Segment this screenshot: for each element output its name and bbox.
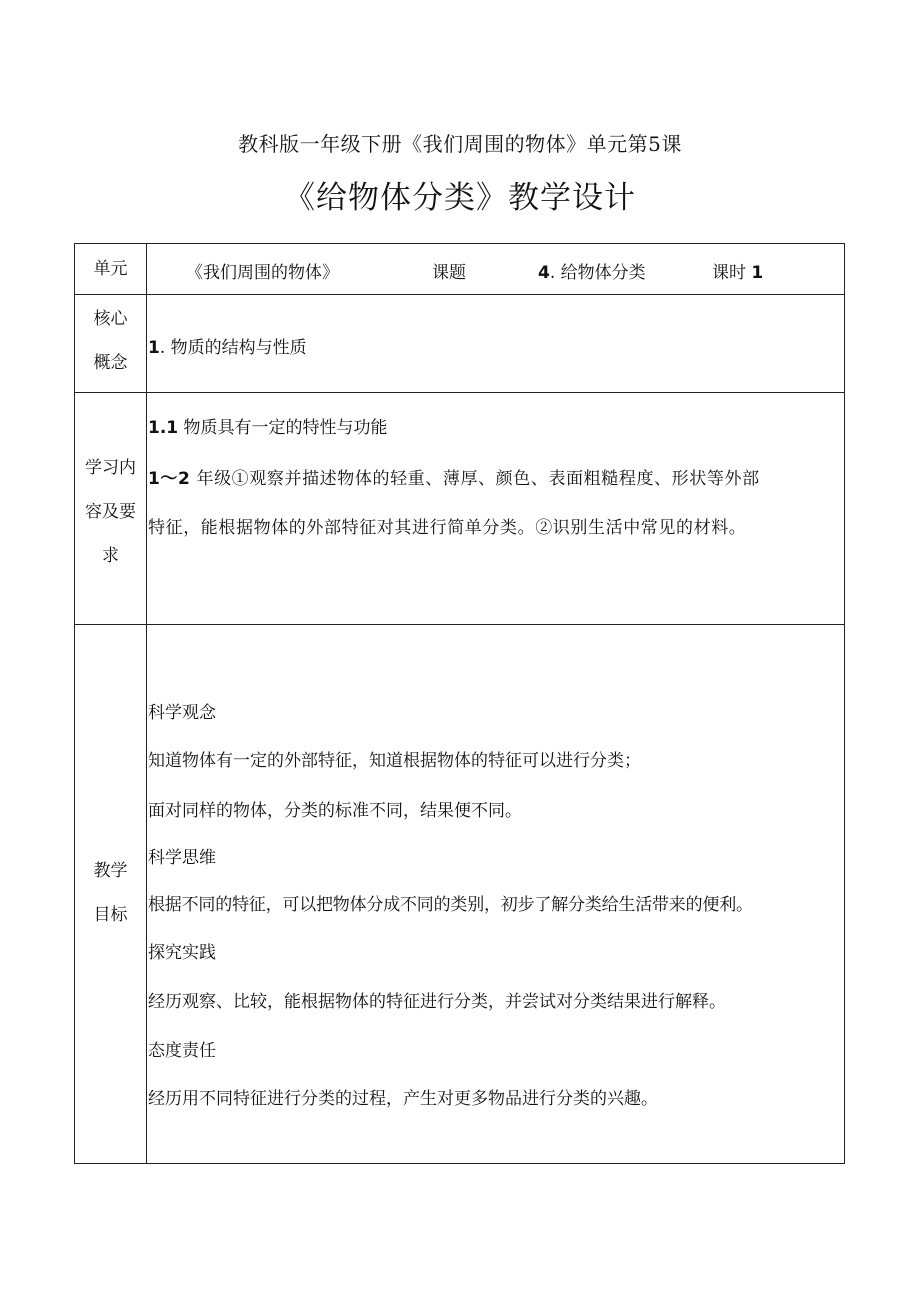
goal-text: 根据不同的特征，可以把物体分成不同的类别，初步了解分类给生活带来的便利。 (148, 895, 753, 915)
core-concept-value (148, 333, 307, 358)
unit-value: 《我们周围的物体》 (186, 263, 339, 283)
learning-standard-number: 1.1 (148, 418, 179, 438)
document-title: 《给物体分类》教学设计 (284, 180, 636, 216)
goal-text: 知道物体有一定的外部特征，知道根据物体的特征可以进行分类； (148, 751, 641, 771)
period-label: 课时 (712, 263, 746, 283)
goal-heading: 态度责任 (148, 1041, 216, 1061)
document-subtitle: 教科版一年级下册《我们周围的物体》单元第5课 (238, 132, 682, 156)
core-concept-number: 1 (148, 338, 160, 358)
goal-heading: 科学观念 (148, 703, 216, 723)
learning-requirement-text: 年级①观察并描述物体的轻重、薄厚、颜色、表面粗糙程度、形状等外部 (190, 469, 760, 489)
grade-range: 1～2 (148, 469, 191, 489)
learning-label-line: 容及要 (85, 502, 136, 522)
goal-heading: 探究实践 (148, 943, 216, 963)
topic-number: 4 (538, 263, 550, 283)
learning-line-1 (148, 413, 388, 438)
teaching-goals-label (75, 858, 146, 928)
topic-value (538, 258, 646, 283)
row-divider (74, 392, 845, 393)
row-divider (74, 294, 845, 295)
core-concept-label (75, 306, 146, 376)
learning-label-line: 求 (102, 546, 119, 566)
unit-label: 单元 (93, 259, 128, 279)
goal-text: 面对同样的物体，分类的标准不同，结果便不同。 (148, 801, 522, 821)
goal-text: 经历用不同特征进行分类的过程，产生对更多物品进行分类的兴趣。 (148, 1089, 658, 1109)
learning-content-label (75, 455, 146, 569)
topic-label: 课题 (432, 263, 466, 283)
table-column-divider (146, 243, 147, 1164)
learning-line-3: 特征，能根据物体的外部特征对其进行简单分类。②识别生活中常见的材料。 (148, 518, 747, 538)
row-divider (74, 624, 845, 625)
core-concept-text: . 物质的结构与性质 (159, 338, 307, 358)
core-concept-label-line: 核心 (93, 309, 128, 329)
learning-label-line: 学习内 (85, 458, 136, 478)
goal-heading: 科学思维 (148, 848, 216, 868)
topic-text: . 给物体分类 (549, 263, 646, 283)
period-cell (712, 258, 763, 283)
learning-line-2 (148, 464, 760, 489)
goal-text: 经历观察、比较，能根据物体的特征进行分类，并尝试对分类结果进行解释。 (148, 992, 726, 1012)
goals-label-line: 目标 (93, 905, 128, 925)
learning-standard-text: 物质具有一定的特性与功能 (178, 418, 388, 438)
core-concept-label-line: 概念 (93, 353, 128, 373)
period-value: 1 (751, 263, 764, 283)
goals-label-line: 教学 (93, 861, 128, 881)
